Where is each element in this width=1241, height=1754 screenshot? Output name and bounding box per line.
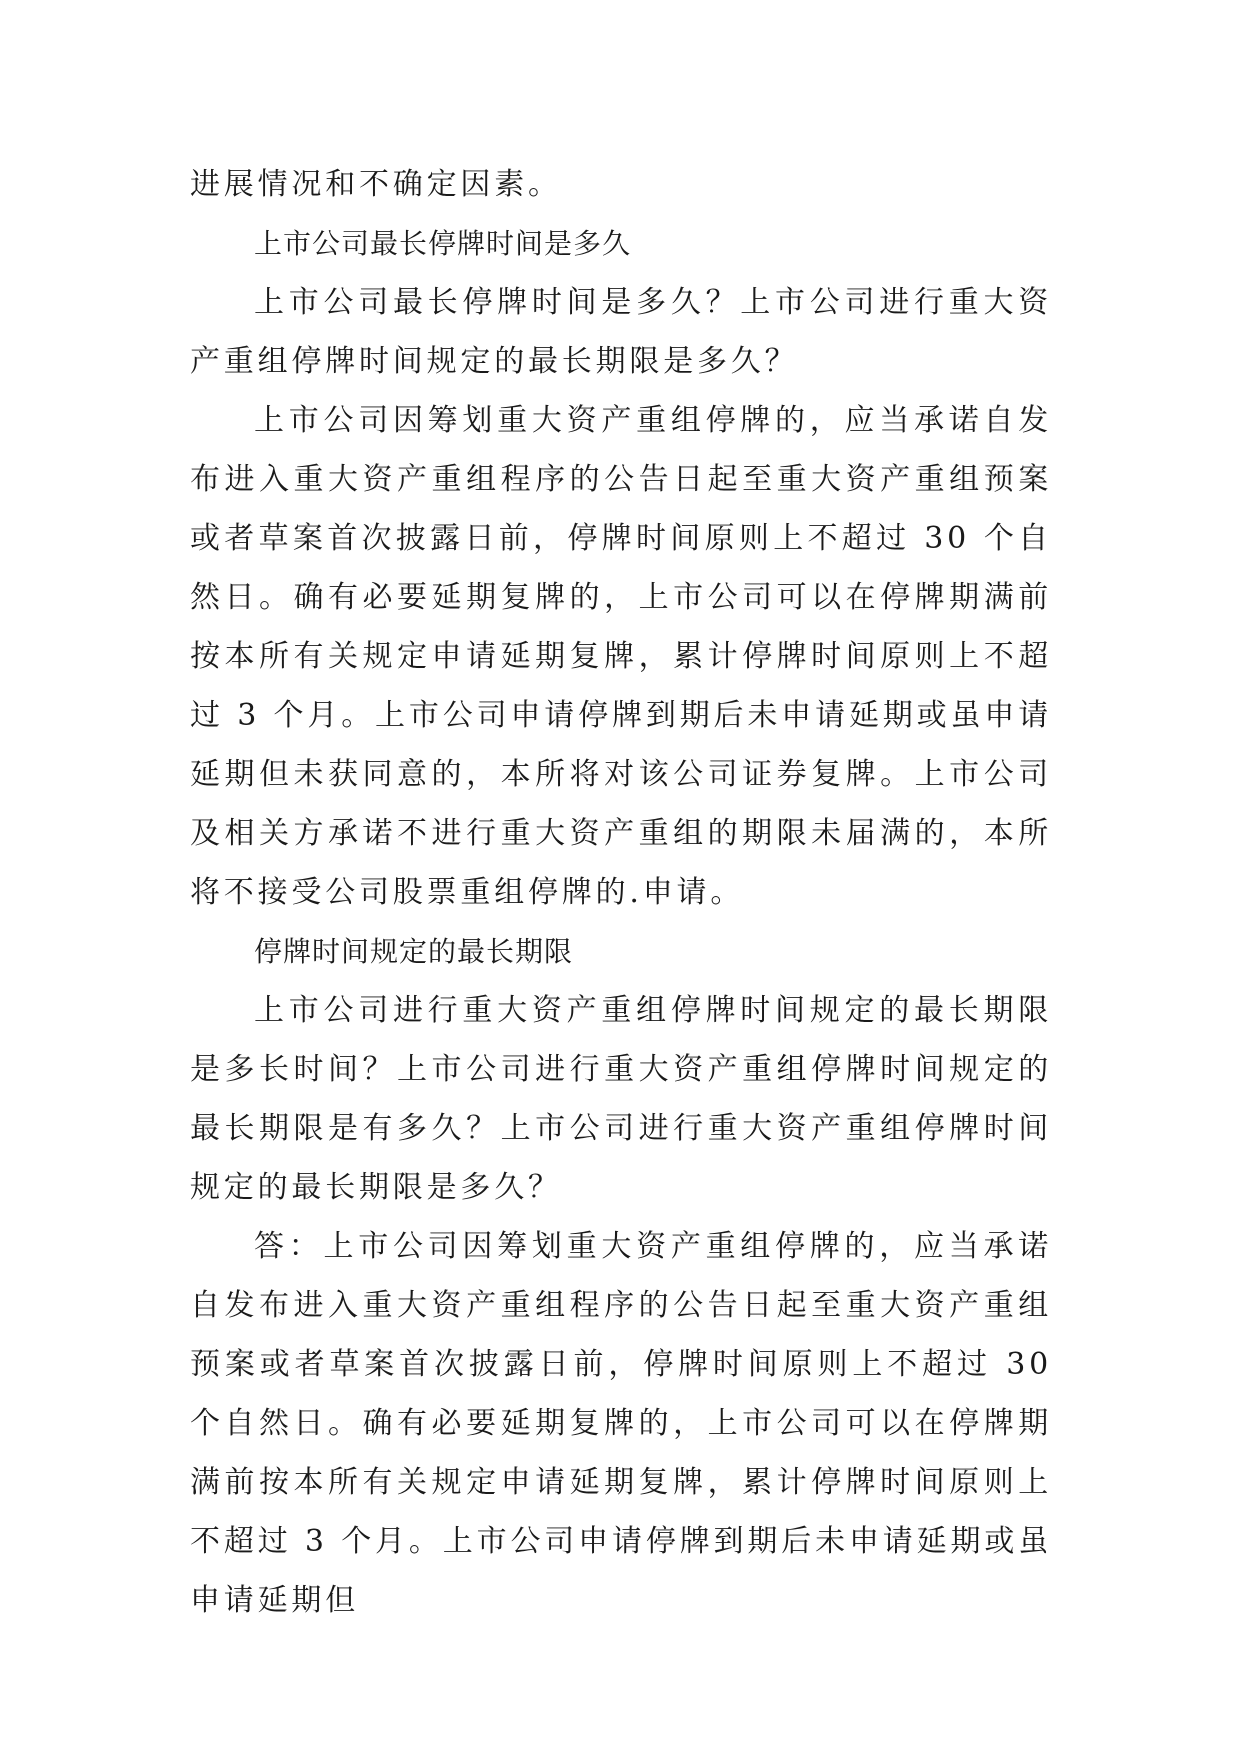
paragraph: 上市公司最长停牌时间是多久？上市公司进行重大资产重组停牌时间规定的最长期限是多久？ xyxy=(190,285,1052,379)
paragraph: 上市公司因筹划重大资产重组停牌的，应当承诺自发布进入重大资产重组程序的公告日起至重大资产重组预案或者草案首次披露日前，停牌时间原则上不超过 30 个自然日。确有必要延期复牌的，上市公司可以在停牌期满前按本所有关规定申请延期复牌，累计停牌时间原则上不超过 3 个月。上市公司申请停牌到期后未申请延期或虽申请延期但未获同意的，本所将对该公司证券复牌。上市公司及相关方承诺不进行重大资产重组的期限未届满的，本所将不接受公司股票重组停牌的.申请。 xyxy=(190,403,1052,910)
document-page xyxy=(190,155,1052,1630)
paragraph-answer: 答：上市公司因筹划重大资产重组停牌的，应当承诺自发布进入重大资产重组程序的公告日起至重大资产重组预案或者草案首次披露日前，停牌时间原则上不超过 30 个自然日。确有必要延期复牌的，上市公司可以在停牌期满前按本所有关规定申请延期复牌，累计停牌时间原则上不超过 3 个月。上市公司申请停牌到期后未申请延期或虽申请延期但 xyxy=(190,1229,1052,1618)
paragraph-continuation: 进展情况和不确定因素。 xyxy=(190,167,562,202)
section-heading: 停牌时间规定的最长期限 xyxy=(254,935,574,968)
paragraph: 上市公司进行重大资产重组停牌时间规定的最长期限是多长时间？上市公司进行重大资产重组停牌时间规定的最长期限是有多久？上市公司进行重大资产重组停牌时间规定的最长期限是多久？ xyxy=(190,993,1052,1205)
section-heading: 上市公司最长停牌时间是多久 xyxy=(254,227,632,260)
